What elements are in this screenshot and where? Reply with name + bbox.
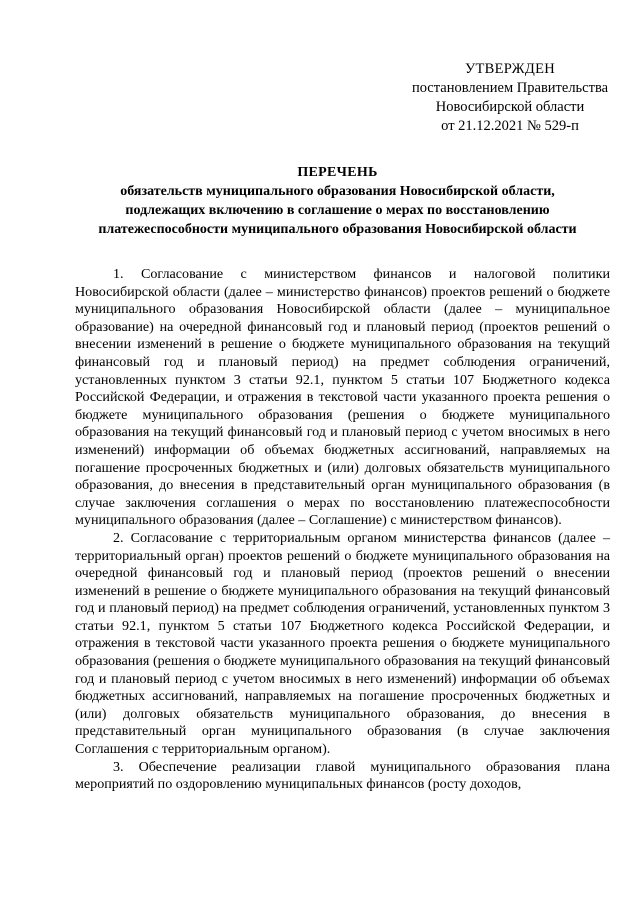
- approval-line-3: от 21.12.2021 № 529-п: [441, 118, 579, 134]
- list-item-3: 3. Обеспечение реализации главой муниципального образования плана мероприятий по оздоровлению муниципальных финансов (росту доходов,: [75, 758, 610, 793]
- heading-line-2: подлежащих включению в соглашение о мерах по восстановлению: [125, 203, 550, 218]
- document-heading: [60, 163, 615, 239]
- heading-line-3: платежеспособности муниципального образования Новосибирской области: [98, 222, 577, 237]
- document-body: [75, 266, 610, 794]
- approval-line-1: постановлением Правительства: [411, 80, 609, 96]
- heading-title: ПЕРЕЧЕНЬ: [297, 165, 378, 180]
- list-item-1: 1. Согласование с министерством финансов и налоговой политики Новосибирской области (далее – министерство финансов) проектов решений о бюджете муниципального образования Новосибирской области (далее – муниципальное образование) на очередной финансовый год и плановый период (проектов решений о внесении изменений в решение о бюджете муниципального образования на текущий финансовый год и плановый период) на предмет соблюдения ограничений, установленных пунктом 3 статьи 92.1, пунктом 5 статьи 107 Бюджетного кодекса Российской Федерации, и отражения в текстовой части указанного проекта решения о бюджете муниципального образования (решения о бюджете муниципального образования на текущий финансовый год и плановый период с учетом вносимых в него изменений) информации об объемах бюджетных ассигнований, направляемых на погашение просроченных бюджетных и (или) долговых обязательств муниципального образования, до внесения в представительный орган муниципального образования (в случае заключения соглашения о мерах по восстановлению платежеспособности муниципального образования (далее – Соглашение) с министерством финансов).: [75, 266, 610, 529]
- approval-line-2: Новосибирской области: [435, 99, 585, 115]
- approval-title: УТВЕРЖДЕН: [464, 61, 556, 77]
- list-item-2: 2. Согласование с территориальным органом министерства финансов (далее – территориальный орган) проектов решений о бюджете муниципального образования на очередной финансовый год и плановый период (проектов решений о внесении изменений в решение о бюджете муниципального образования на текущий финансовый год и плановый период) на предмет соблюдения ограничений, установленных пунктом 3 статьи 92.1, пунктом 5 статьи 107 Бюджетного кодекса Российской Федерации, и отражения в текстовой части указанного проекта решения о бюджете муниципального образования (решения о бюджете муниципального образования на текущий финансовый год и плановый период с учетом вносимых в него изменений) информации об объемах бюджетных ассигнований, направляемых на погашение просроченных бюджетных и (или) долговых обязательств муниципального образования, до внесения в представительный орган муниципального образования (в случае заключения Соглашения с территориальным органом).: [75, 529, 610, 758]
- heading-line-1: обязательств муниципального образования Новосибирской области,: [120, 184, 555, 199]
- approval-stamp: [392, 60, 628, 136]
